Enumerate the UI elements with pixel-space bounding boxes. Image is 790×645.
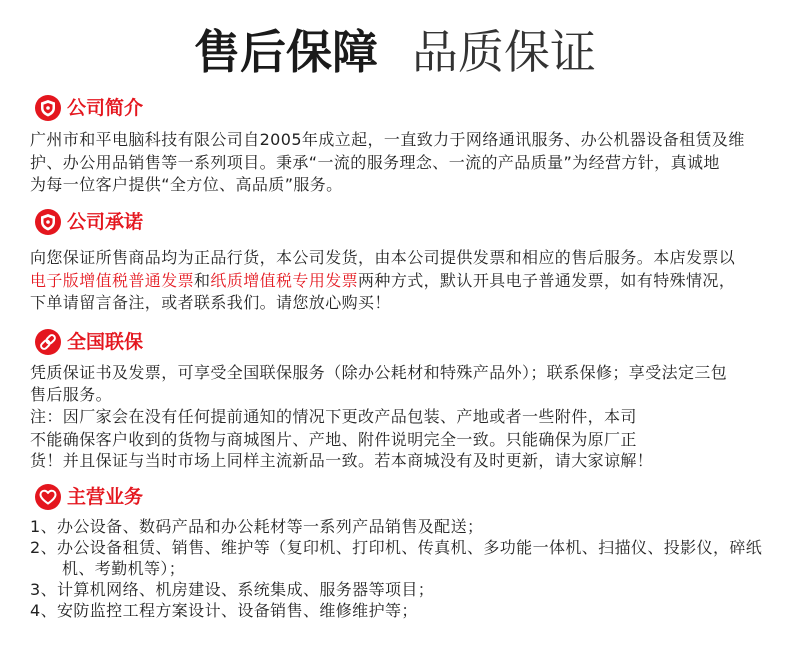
promise-text: 两种方式，默认开具电子普通发票，如有特殊情况， [358, 271, 736, 290]
shield-icon [35, 95, 61, 121]
intro-line: 护、办公用品销售等一系列项目。秉承“一流的服务理念、一流的产品质量”为经营方针，真诚地 [30, 153, 720, 172]
section-heading-text: 主营业务 [67, 486, 144, 508]
promise-line [30, 270, 735, 292]
heart-icon [35, 484, 61, 510]
intro-line: 为每一位客户提供“全方位、高品质”服务。 [30, 175, 343, 194]
warranty-line: 货！并且保证与当时市场上同样主流新品一致。若本商城没有及时更新，请大家谅解！ [30, 451, 654, 470]
section-heading-warranty [35, 329, 143, 355]
warranty-line: 凭质保证书及发票，可享受全国联保服务（除办公耗材和特殊产品外）；联系保修；享受法定三包 [30, 363, 728, 382]
page-title [0, 22, 790, 82]
business-list-item: 1、办公设备、数码产品和办公耗材等一系列产品销售及配送； [30, 517, 484, 536]
warranty-line: 售后服务。 [30, 385, 113, 404]
shield-icon [35, 209, 61, 235]
section-heading-business [35, 484, 143, 510]
business-list-item-continuation: 机、考勤机等）； [62, 559, 186, 578]
promise-text: 和 [194, 271, 211, 290]
link-icon [35, 329, 61, 355]
title-bold: 售后保障 [194, 25, 378, 79]
intro-line: 广州市和平电脑科技有限公司自2005年成立起，一直致力于网络通讯服务、办公机器设备租赁及维 [30, 130, 745, 149]
section-heading-intro [35, 95, 143, 121]
business-list-item: 4、安防监控工程方案设计、设备销售、维修维护等； [30, 601, 418, 620]
section-heading-text: 公司简介 [67, 97, 144, 119]
business-list-item: 3、计算机网络、机房建设、系统集成、服务器等项目； [30, 580, 435, 599]
promise-line: 下单请留言备注，或者联系我们。请您放心购买！ [30, 293, 391, 312]
invoice-electronic-highlight: 电子版增值税普通发票 [30, 271, 195, 290]
warranty-line: 不能确保客户收到的货物与商城图片、产地、附件说明完全一致。只能确保为原厂正 [30, 430, 637, 449]
warranty-line: 注：因厂家会在没有任何提前通知的情况下更改产品包装、产地或者一些附件，本司 [30, 407, 637, 426]
section-heading-promise [35, 209, 143, 235]
section-heading-text: 全国联保 [67, 331, 144, 353]
promise-line: 向您保证所售商品均为正品行货，本公司发货，由本公司提供发票和相应的售后服务。本店发票以 [30, 248, 736, 267]
invoice-paper-highlight: 纸质增值税专用发票 [210, 271, 359, 290]
section-heading-text: 公司承诺 [67, 211, 144, 233]
business-list-item: 2、办公设备租赁、销售、维护等（复印机、打印机、传真机、多功能一体机、扫描仪、投影仪，碎纸 [30, 538, 763, 557]
title-light: 品质保证 [412, 25, 596, 79]
